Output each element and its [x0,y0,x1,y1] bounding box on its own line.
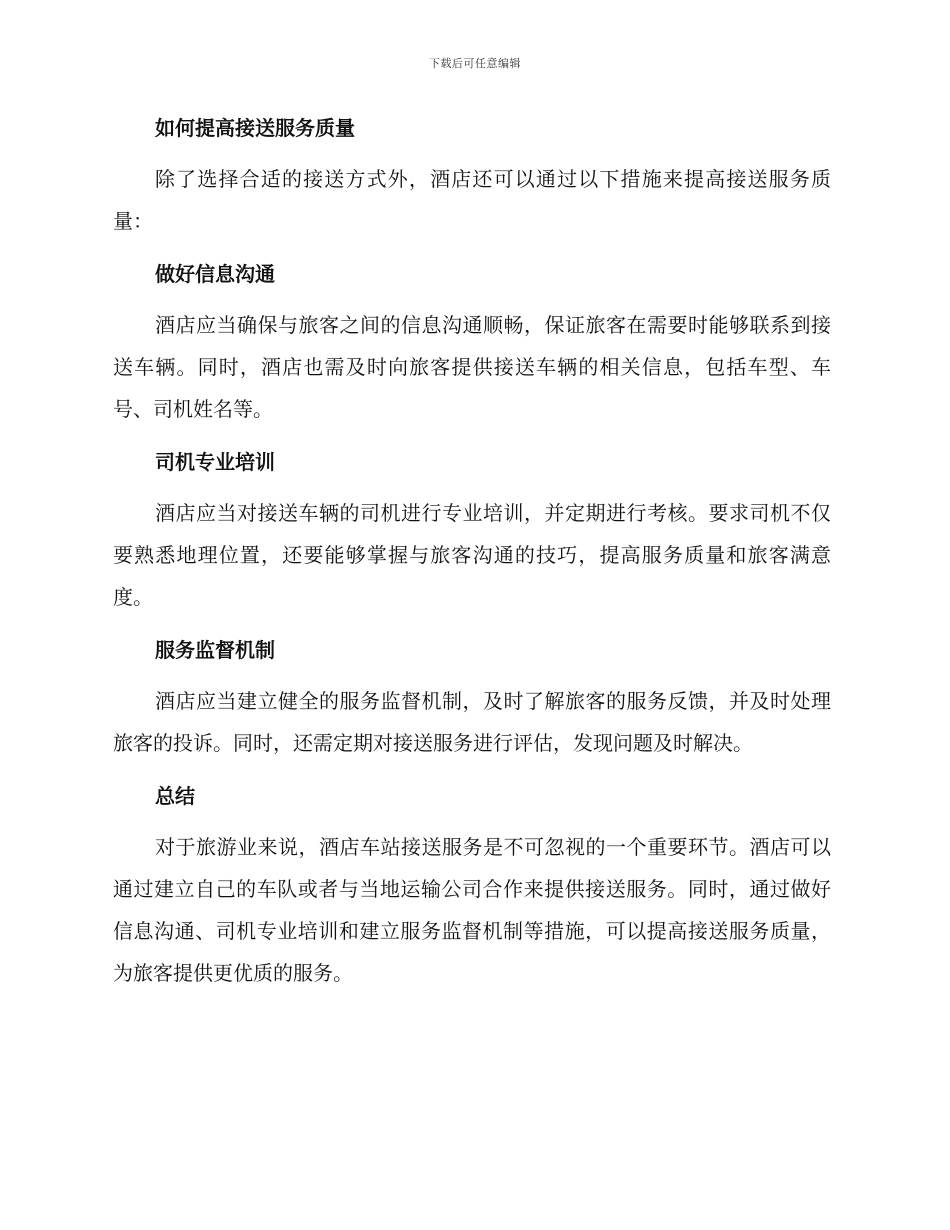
section-heading-summary: 总结 [155,784,195,808]
section-paragraph-communication: 酒店应当确保与旅客之间的信息沟通顺畅，保证旅客在需要时能够联系到接送车辆。同时，酒店也需及时向旅客提供接送车辆的相关信息，包括车型、车号、司机姓名等。 [113,313,831,421]
section-paragraph-driver-training: 酒店应当对接送车辆的司机进行专业培训，并定期进行考核。要求司机不仅要熟悉地理位置，还要能够掌握与旅客沟通的技巧，提高服务质量和旅客满意度。 [113,501,831,609]
header-note: 下载后可任意编辑 [429,57,521,70]
section-heading-communication: 做好信息沟通 [155,262,275,286]
section-heading-supervision: 服务监督机制 [155,638,275,662]
section-heading-improve-quality: 如何提高接送服务质量 [155,116,355,140]
section-paragraph-improve-quality: 除了选择合适的接送方式外，酒店还可以通过以下措施来提高接送服务质量： [113,167,831,233]
section-paragraph-supervision: 酒店应当建立健全的服务监督机制，及时了解旅客的服务反馈，并及时处理旅客的投诉。同时，还需定期对接送服务进行评估，发现问题及时解决。 [113,689,831,755]
document-body [113,108,831,994]
section-paragraph-summary: 对于旅游业来说，酒店车站接送服务是不可忽视的一个重要环节。酒店可以通过建立自己的车队或者与当地运输公司合作来提供接送服务。同时，通过做好信息沟通、司机专业培训和建立服务监督机制等措施，可以提高接送服务质量，为旅客提供更优质的服务。 [113,835,831,985]
section-heading-driver-training: 司机专业培训 [155,450,275,474]
